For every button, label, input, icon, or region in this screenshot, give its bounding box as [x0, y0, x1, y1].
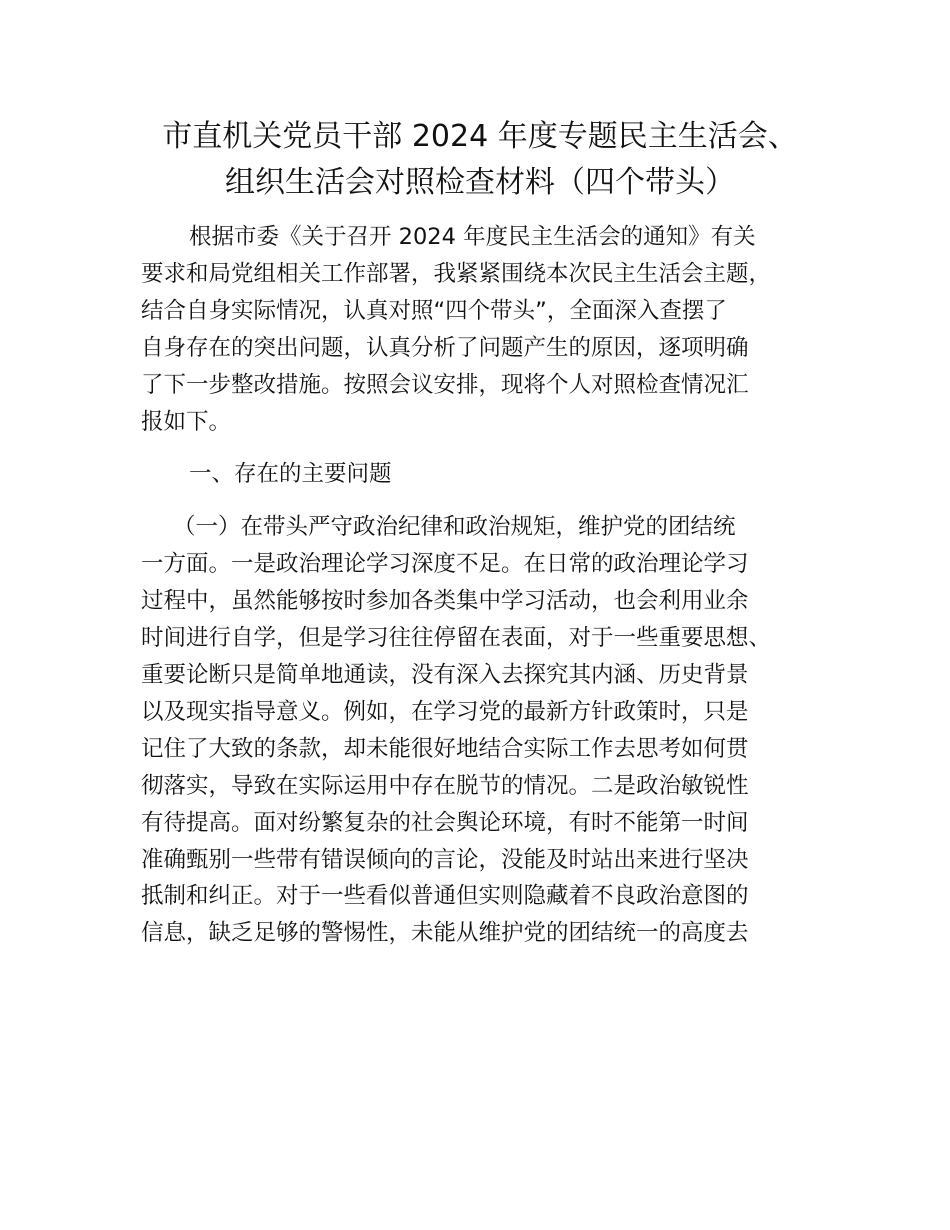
intro-paragraph	[141, 219, 831, 440]
section-heading: 一、存在的主要问题	[189, 461, 392, 488]
intro-line: 结合自身实际情况，认真对照“四个带头”，全面深入查摆了	[141, 297, 727, 324]
subsection-line: 信息，缺乏足够的警惕性，未能从维护党的团结统一的高度去	[141, 920, 749, 947]
subsection-line: 彻落实，导致在实际运用中存在脱节的情况。二是政治敏锐性	[141, 772, 749, 799]
intro-line: 要求和局党组相关工作部署，我紧紧围绕本次民主生活会主题，	[141, 260, 772, 287]
subsection-line: 以及现实指导意义。例如，在学习党的最新方针政策时，只是	[141, 698, 749, 725]
subsection-paragraph	[141, 509, 831, 952]
document-title	[120, 114, 840, 206]
intro-line: 自身存在的突出问题，认真分析了问题产生的原因，逐项明确	[141, 334, 749, 361]
subsection-line: 过程中，虽然能够按时参加各类集中学习活动，也会利用业余	[141, 588, 749, 615]
subsection-line: 重要论断只是简单地通读，没有深入去探究其内涵、历史背景	[141, 661, 749, 688]
subsection-line: 时间进行自学，但是学习往往停留在表面，对于一些重要思想、	[141, 625, 772, 652]
title-line-1: 市直机关党员干部 2024 年度专题民主生活会、	[162, 119, 798, 154]
subsection-line: 有待提高。面对纷繁复杂的社会舆论环境，有时不能第一时间	[141, 809, 749, 836]
subsection-line: 一方面。一是政治理论学习深度不足。在日常的政治理论学习	[141, 551, 749, 578]
document-body	[141, 219, 831, 952]
title-line-2: 组织生活会对照检查材料（四个带头）	[225, 165, 735, 200]
intro-line: 了下一步整改措施。按照会议安排，现将个人对照检查情况汇	[141, 371, 749, 398]
intro-line: 报如下。	[141, 408, 232, 435]
intro-line: 根据市委《关于召开 2024 年度民主生活会的通知》有关	[189, 224, 756, 250]
subsection-line: 准确甄别一些带有错误倾向的言论，没能及时站出来进行坚决	[141, 846, 749, 873]
subsection-line: （一）在带头严守政治纪律和政治规矩，维护党的团结统	[173, 514, 736, 541]
subsection-line: 记住了大致的条款，却未能很好地结合实际工作去思考如何贯	[141, 735, 749, 762]
subsection-line: 抵制和纠正。对于一些看似普通但实则隐藏着不良政治意图的	[141, 883, 749, 910]
